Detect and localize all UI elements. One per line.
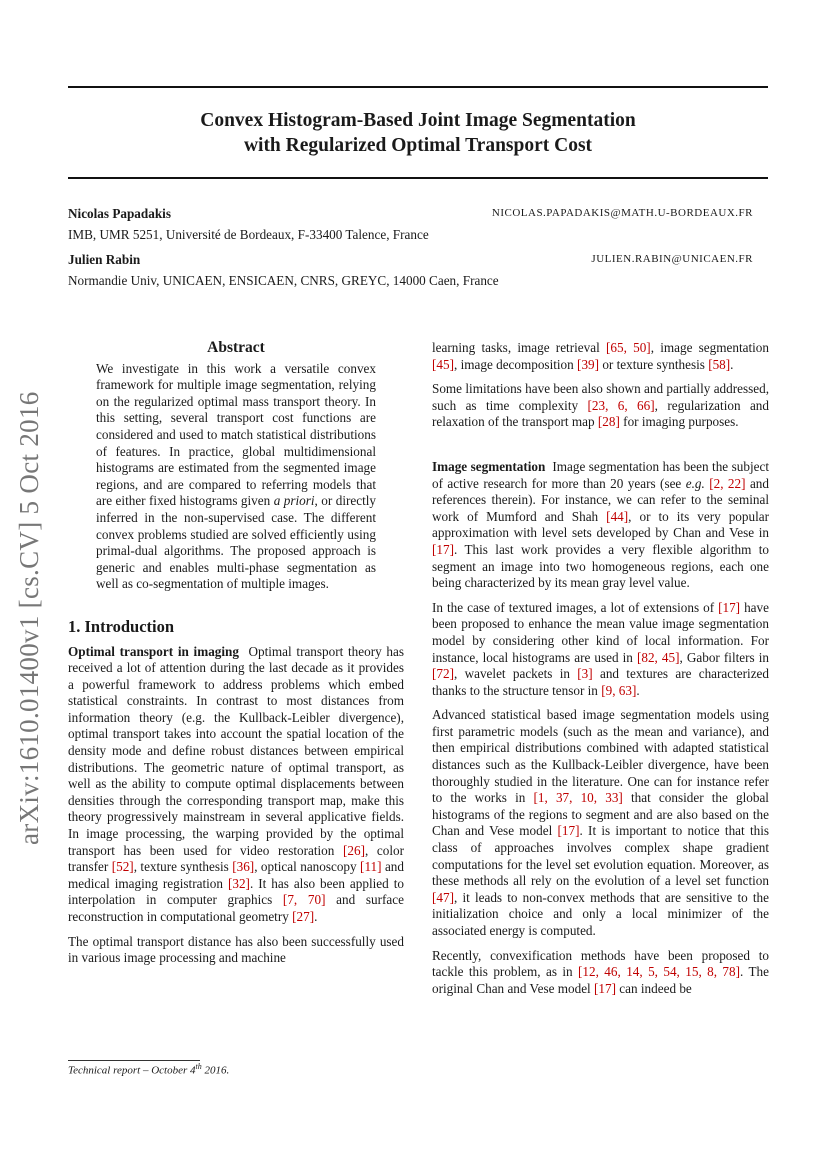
footnote-rule bbox=[68, 1060, 200, 1061]
citation-link[interactable]: [39] bbox=[577, 356, 600, 372]
author-name-2: Julien Rabin bbox=[68, 252, 141, 267]
citation-link[interactable]: [47] bbox=[432, 889, 454, 905]
right-column bbox=[432, 340, 769, 1005]
run-in-heading: Image segmentation bbox=[432, 458, 546, 474]
paper-title-line2: with Regularized Optimal Transport Cost bbox=[243, 135, 593, 156]
citation-link[interactable]: [7, 70] bbox=[282, 892, 326, 908]
citation-link[interactable]: [58] bbox=[708, 356, 731, 372]
citation-link[interactable]: [44] bbox=[606, 508, 629, 524]
citation-link[interactable]: [26] bbox=[342, 842, 365, 858]
right-paragraph-1: learning tasks, image retrieval [65, 50], image segmentation [45], image decomposition [39] or texture synthesis [58]. bbox=[432, 340, 769, 372]
arxiv-identifier: arXiv:1610.01400v1 [cs.CV] 5 Oct 2016 bbox=[14, 391, 44, 845]
author-email-1[interactable]: NICOLAS.PAPADAKIS@MATH.U-BORDEAUX.FR bbox=[491, 207, 753, 219]
citation-link[interactable]: [52] bbox=[111, 859, 134, 875]
citation-link[interactable]: [12, 46, 14, 5, 54, 15, 8, 78] bbox=[578, 964, 741, 980]
citation-link[interactable]: [82, 45] bbox=[636, 649, 680, 665]
citation-link[interactable]: [72] bbox=[432, 666, 454, 682]
paragraph-gap bbox=[432, 439, 769, 459]
image-segmentation-paragraph: Image segmentation Image segmentation has been the subject of active research for more than 20 years (see e.g. [2, 22] and references therein). For instance, we can refer to the seminal work of Mumford and Shah [44], or to its very popular approximation with level sets developed by Chan and Vese in [17]. This last work provides a very flexible algorithm to segment an image into two homogeneous regions, each one being characterized by its mean gray level value. bbox=[432, 458, 769, 591]
section-heading-introduction: 1. Introduction bbox=[68, 616, 175, 636]
footnote: Technical report – October 4th 2016. bbox=[68, 1062, 230, 1077]
citation-link[interactable]: [2, 22] bbox=[709, 475, 746, 491]
top-rule bbox=[68, 86, 768, 88]
citation-link[interactable]: [23, 6, 66] bbox=[587, 397, 655, 413]
right-paragraph-6: Recently, convexification methods have been proposed to tackle this problem, as in [12, 46, 14, 5, 54, 15, 8, 78]. The original Chan and Vese model [17] can indeed be bbox=[432, 947, 769, 996]
run-in-heading: Optimal transport in imaging bbox=[68, 643, 239, 659]
right-paragraph-4: In the case of textured images, a lot of extensions of [17] have been proposed to enhance the mean value image segmentation model by considering other kind of local information. For instance, local histograms are used in [82, 45], Gabor filters in [72], wavelet packets in [3] and textures are characterized thanks to the structure tensor in [9, 63]. bbox=[432, 599, 770, 698]
right-paragraph-5: Advanced statistical based image segmentation models using first parametric models (such as the mean and variance), and then empirical distributions combined with adapted statistical distances such as the Kullback-Leibler divergence, have been thoroughly studied in the literature. One can for instance refer to the works in [1, 37, 10, 33] that consider the global histograms of the regions to segment and are also based on the Chan and Vese model [17]. It is important to notice that this class of approaches involves complex shape gradient computations for the level set evolution equation. Moreover, as these methods all rely on the evolution of a level set function [47], it leads to non-convex methods that are sensitive to the initialization choice and only a local minimizer of the associated energy is computed. bbox=[432, 707, 769, 938]
citation-link[interactable]: [17] bbox=[557, 823, 580, 839]
citation-link[interactable]: [17] bbox=[594, 980, 616, 996]
citation-link[interactable]: [17] bbox=[432, 541, 454, 557]
paper-title-line1: Convex Histogram-Based Joint Image Segmentation bbox=[200, 110, 636, 131]
author-affiliation-1: IMB, UMR 5251, Université de Bordeaux, F-33400 Talence, France bbox=[68, 227, 429, 242]
citation-link[interactable]: [36] bbox=[232, 859, 255, 875]
citation-link[interactable]: [65, 50] bbox=[605, 340, 651, 355]
citation-link[interactable]: [27] bbox=[292, 909, 315, 924]
abstract-text: We investigate in this work a versatile convex framework for multiple image segmentation, relying on the regularized optimal mass transport theory. In this setting, several transport cost functions are considered and used to match statistical distributions of features. In practice, global multidimensional histograms are estimated from the segmented image regions, and are compared to referring models that are either fixed histograms given a priori, or directly inferred in the non-supervised case. The different convex problems studied are solved efficiently using primal-dual algorithms. The proposed approach is generic and enables multi-phase segmentation as well as co-segmentation of multiple images. bbox=[96, 360, 377, 592]
citation-link[interactable]: [1, 37, 10, 33] bbox=[533, 790, 623, 806]
citation-link[interactable]: [9, 63] bbox=[601, 682, 637, 698]
author-email-2[interactable]: JULIEN.RABIN@UNICAEN.FR bbox=[591, 253, 753, 265]
citation-link[interactable]: [11] bbox=[360, 859, 382, 875]
citation-link[interactable]: [17] bbox=[718, 599, 741, 615]
citation-link[interactable]: [45] bbox=[432, 356, 454, 372]
left-column bbox=[68, 340, 404, 975]
citation-link[interactable]: [3] bbox=[577, 666, 593, 682]
title-bottom-rule bbox=[68, 177, 768, 179]
intro-paragraph-1: Optimal transport in imaging Optimal transport theory has received a lot of attention during the last decade as it provides a powerful framework to address problems which embed statistical constraints. In contrast to most distances from information theory (e.g. the Kullback-Leibler divergence), optimal transport takes into account the spatial location of the density mode and define robust distances between empirical distributions. The geometric nature of optimal transport, as well as the ability to compute optimal displacements between densities through the corresponding transport map, make this theory progressively mainstream in several applicative fields. In image processing, the warping provided by the optimal transport has been used for video restoration [26], color transfer [52], texture synthesis [36], optical nanoscopy [11] and medical imaging registration [32]. It has also been applied to interpolation in computer graphics [7, 70] and surface reconstruction in computational geometry [27]. bbox=[68, 643, 405, 924]
citation-link[interactable]: [32] bbox=[227, 875, 250, 891]
author-name-1: Nicolas Papadakis bbox=[68, 206, 171, 221]
intro-paragraph-2: The optimal transport distance has also been successfully used in various image processing and machine bbox=[68, 933, 404, 966]
citation-link[interactable]: [28] bbox=[597, 414, 620, 430]
right-paragraph-2: Some limitations have been also shown and partially addressed, such as time complexity [23, 6, 66], regularization and relaxation of the transport map [28] for imaging purposes. bbox=[432, 381, 769, 430]
author-affiliation-2: Normandie Univ, UNICAEN, ENSICAEN, CNRS, GREYC, 14000 Caen, France bbox=[68, 273, 499, 288]
abstract-heading: Abstract bbox=[207, 339, 265, 356]
